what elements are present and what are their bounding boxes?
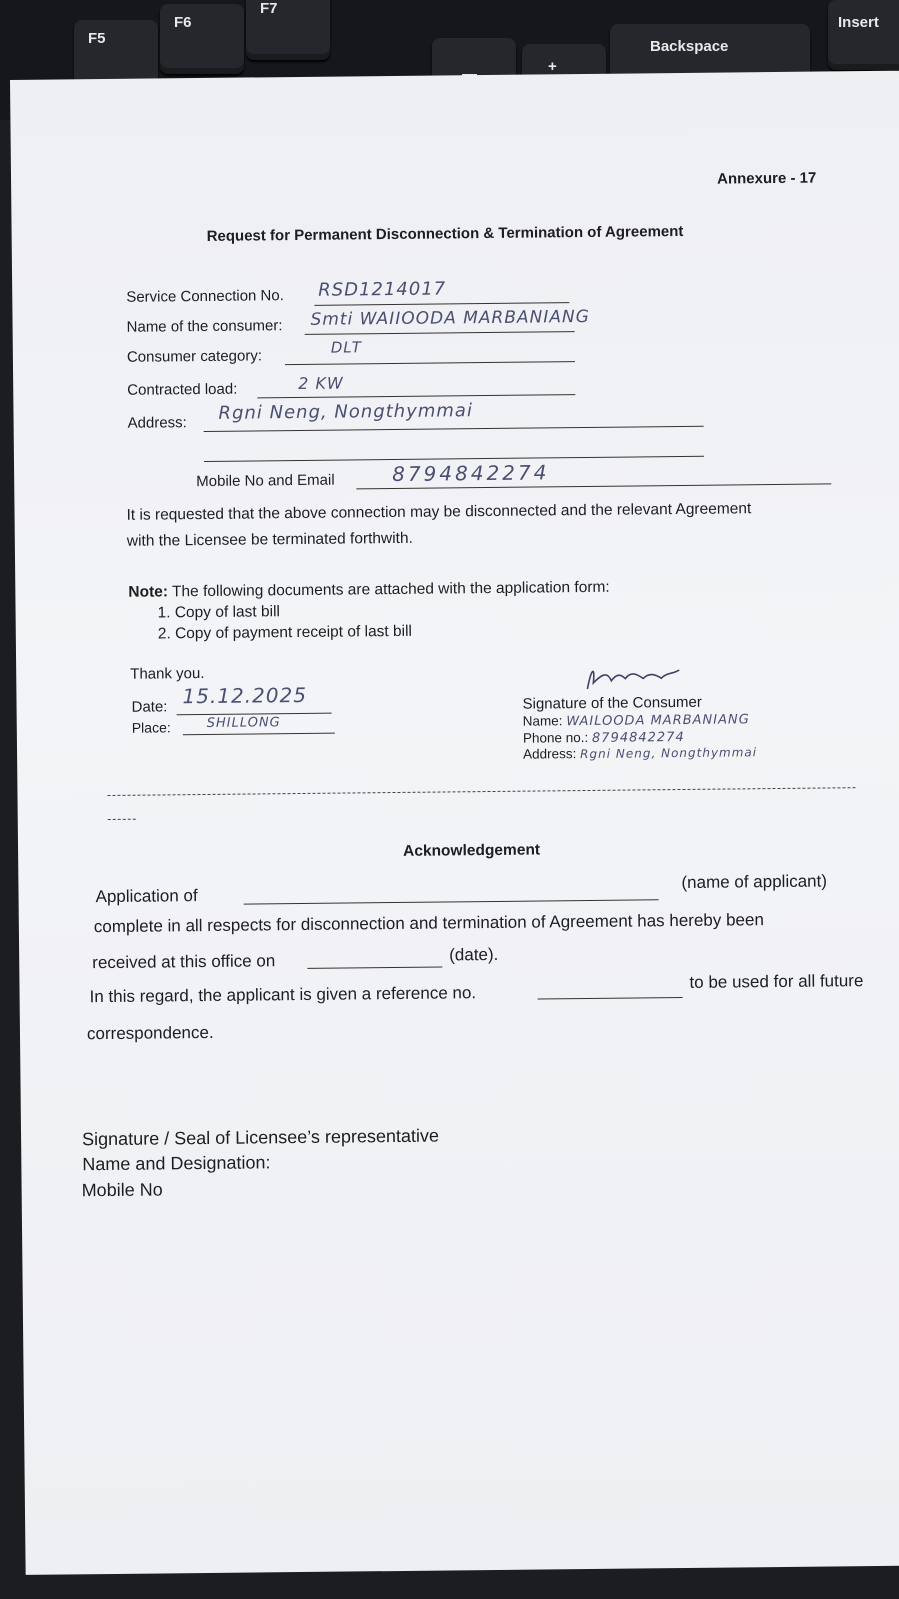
mobile-label: Mobile No and Email — [196, 471, 335, 491]
key-f6 — [160, 4, 244, 74]
annexure-label: Annexure - 17 — [716, 169, 817, 188]
address-label: Address: — [127, 414, 187, 432]
key-f5-label: F5 — [88, 30, 106, 47]
category-underline — [285, 361, 575, 365]
ack-reference-underline — [538, 997, 683, 1000]
ack-line1-right: (name of applicant) — [681, 871, 828, 893]
consumer-phone-label: Phone no.: — [522, 729, 589, 746]
place-label: Place: — [131, 719, 171, 736]
name-value: Smti WAIIOODA MARBANIANG — [310, 306, 590, 330]
service-underline — [314, 302, 569, 306]
thank-you: Thank you. — [130, 664, 205, 683]
load-label: Contracted load: — [127, 380, 238, 399]
key-plus-label: + — [548, 58, 557, 75]
ack-line4-right: to be used for all future — [689, 971, 864, 992]
ack-date-underline — [307, 967, 442, 969]
address-underline — [204, 426, 704, 432]
ack-line5: correspondence. — [86, 1022, 214, 1044]
category-value: DLT — [330, 338, 362, 357]
name-underline — [305, 331, 575, 335]
consumer-name-value: WAILOODA MARBANIANG — [566, 712, 750, 730]
consumer-name-row — [523, 711, 750, 729]
service-value: RSD1214017 — [318, 278, 447, 301]
note-item-1: 1. Copy of last bill — [157, 603, 281, 622]
category-label: Consumer category: — [126, 347, 263, 366]
licensee-signature-seal: Signature / Seal of Licensee’s representative — [81, 1125, 440, 1150]
signature-consumer-label: Signature of the Consumer — [522, 693, 702, 713]
licensee-name-designation: Name and Designation: — [82, 1152, 271, 1175]
consumer-address-row — [523, 744, 757, 761]
name-label: Name of the consumer: — [126, 317, 283, 336]
ack-line3-left: received at this office on — [92, 951, 276, 973]
consumer-signature — [581, 660, 691, 695]
consumer-phone-value: 8794842274 — [591, 729, 685, 746]
service-label: Service Connection No. — [126, 287, 284, 306]
consumer-phone-row — [523, 729, 685, 747]
note-label: Note: — [128, 583, 169, 601]
date-label: Date: — [131, 698, 168, 716]
note-item-2: 2. Copy of payment receipt of last bill — [157, 622, 413, 643]
key-backspace-label: Backspace — [650, 38, 729, 55]
key-insert — [828, 0, 899, 70]
consumer-address-label: Address: — [523, 746, 577, 762]
mobile-value: 8794842274 — [392, 460, 550, 487]
request-line-1: It is requested that the above connection may be disconnected and the relevant Agreement — [126, 500, 752, 524]
ack-line2: complete in all respects for disconnection and termination of Agreement has hereby been — [93, 910, 764, 937]
ack-line4-left: In this regard, the applicant is given a reference no. — [89, 983, 477, 1007]
separator-dashed — [107, 787, 855, 796]
note-line — [128, 579, 609, 602]
ack-line1-left: Application of — [95, 886, 198, 907]
form-title: Request for Permanent Disconnection & Termination of Agreement — [206, 222, 684, 245]
ack-name-underline — [244, 899, 659, 904]
consumer-name-label: Name: — [522, 713, 563, 729]
place-underline — [183, 733, 335, 736]
key-f7 — [246, 0, 330, 60]
consumer-address-value: Rgni Neng, Nongthymmai — [580, 745, 758, 762]
paper-form — [10, 71, 899, 1575]
key-f7-label: F7 — [260, 0, 278, 17]
address-value: Rgni Neng, Nongthymmai — [218, 400, 474, 424]
ack-title: Acknowledgement — [403, 841, 541, 860]
date-value: 15.12.2025 — [182, 682, 308, 709]
load-underline — [257, 394, 575, 398]
note-text: The following documents are attached with the application form: — [171, 578, 610, 601]
request-line-2: with the Licensee be terminated forthwith. — [126, 529, 413, 550]
place-value: SHILLONG — [206, 715, 281, 731]
ack-line3-right: (date). — [449, 944, 499, 965]
load-value: 2 KW — [298, 373, 344, 393]
licensee-mobile: Mobile No — [81, 1179, 163, 1201]
separator-dash-short — [108, 819, 136, 820]
key-f6-label: F6 — [174, 14, 192, 31]
key-insert-label: Insert — [838, 14, 879, 31]
